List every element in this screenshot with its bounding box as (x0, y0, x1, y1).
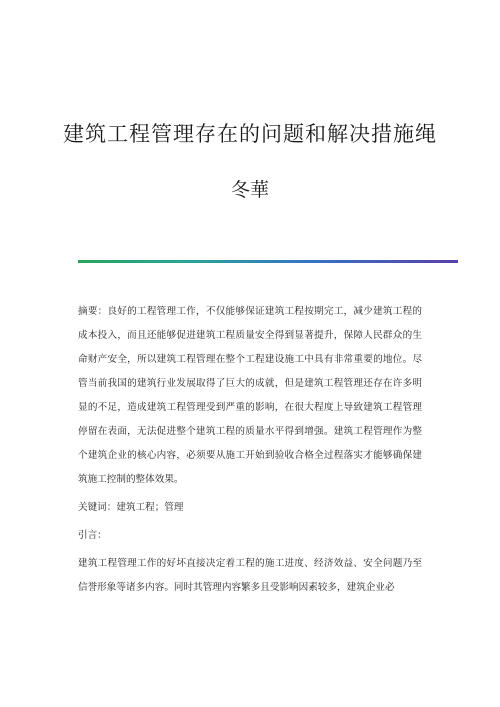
title-divider (78, 260, 458, 263)
document-title: 建筑工程管理存在的问题和解决措施绳 (63, 122, 437, 146)
keywords-line: 关键词：建筑工程；管理 (78, 502, 184, 513)
intro-paragraph: 建筑工程管理工作的好坏直接决定着工程的施工进度、经济效益、安全问题乃至信誉形象等诸多内容。同时其管理内容繁多且受影响因素较多，建筑企业必 (78, 558, 422, 593)
intro-heading: 引言： (78, 530, 107, 541)
document-author: 冬華 (230, 179, 269, 201)
abstract-paragraph: 摘要：良好的工程管理工作，不仅能够保证建筑工程按期完工，减少建筑工程的成本投入，而且还能够促进建筑工程质量安全得到显著提升，保障人民群众的生命财产安全，所以建筑工程管理在整个工程建设施工中具有非常重要的地位。尽管当前我国的建筑行业发展取得了巨大的成就，但是建筑工程管理还存在许多明显的不足，造成建筑工程管理受到严重的影响，在很大程度上导致建筑工程管理停留在表面，无法促进整个建筑工程的质量水平得到增强。建筑工程管理作为整个建筑企业的核心内容，必须要从施工开始到验收合格全过程落实才能够确保建筑施工控制的整体效果。 (78, 306, 422, 485)
document-body (78, 300, 422, 604)
